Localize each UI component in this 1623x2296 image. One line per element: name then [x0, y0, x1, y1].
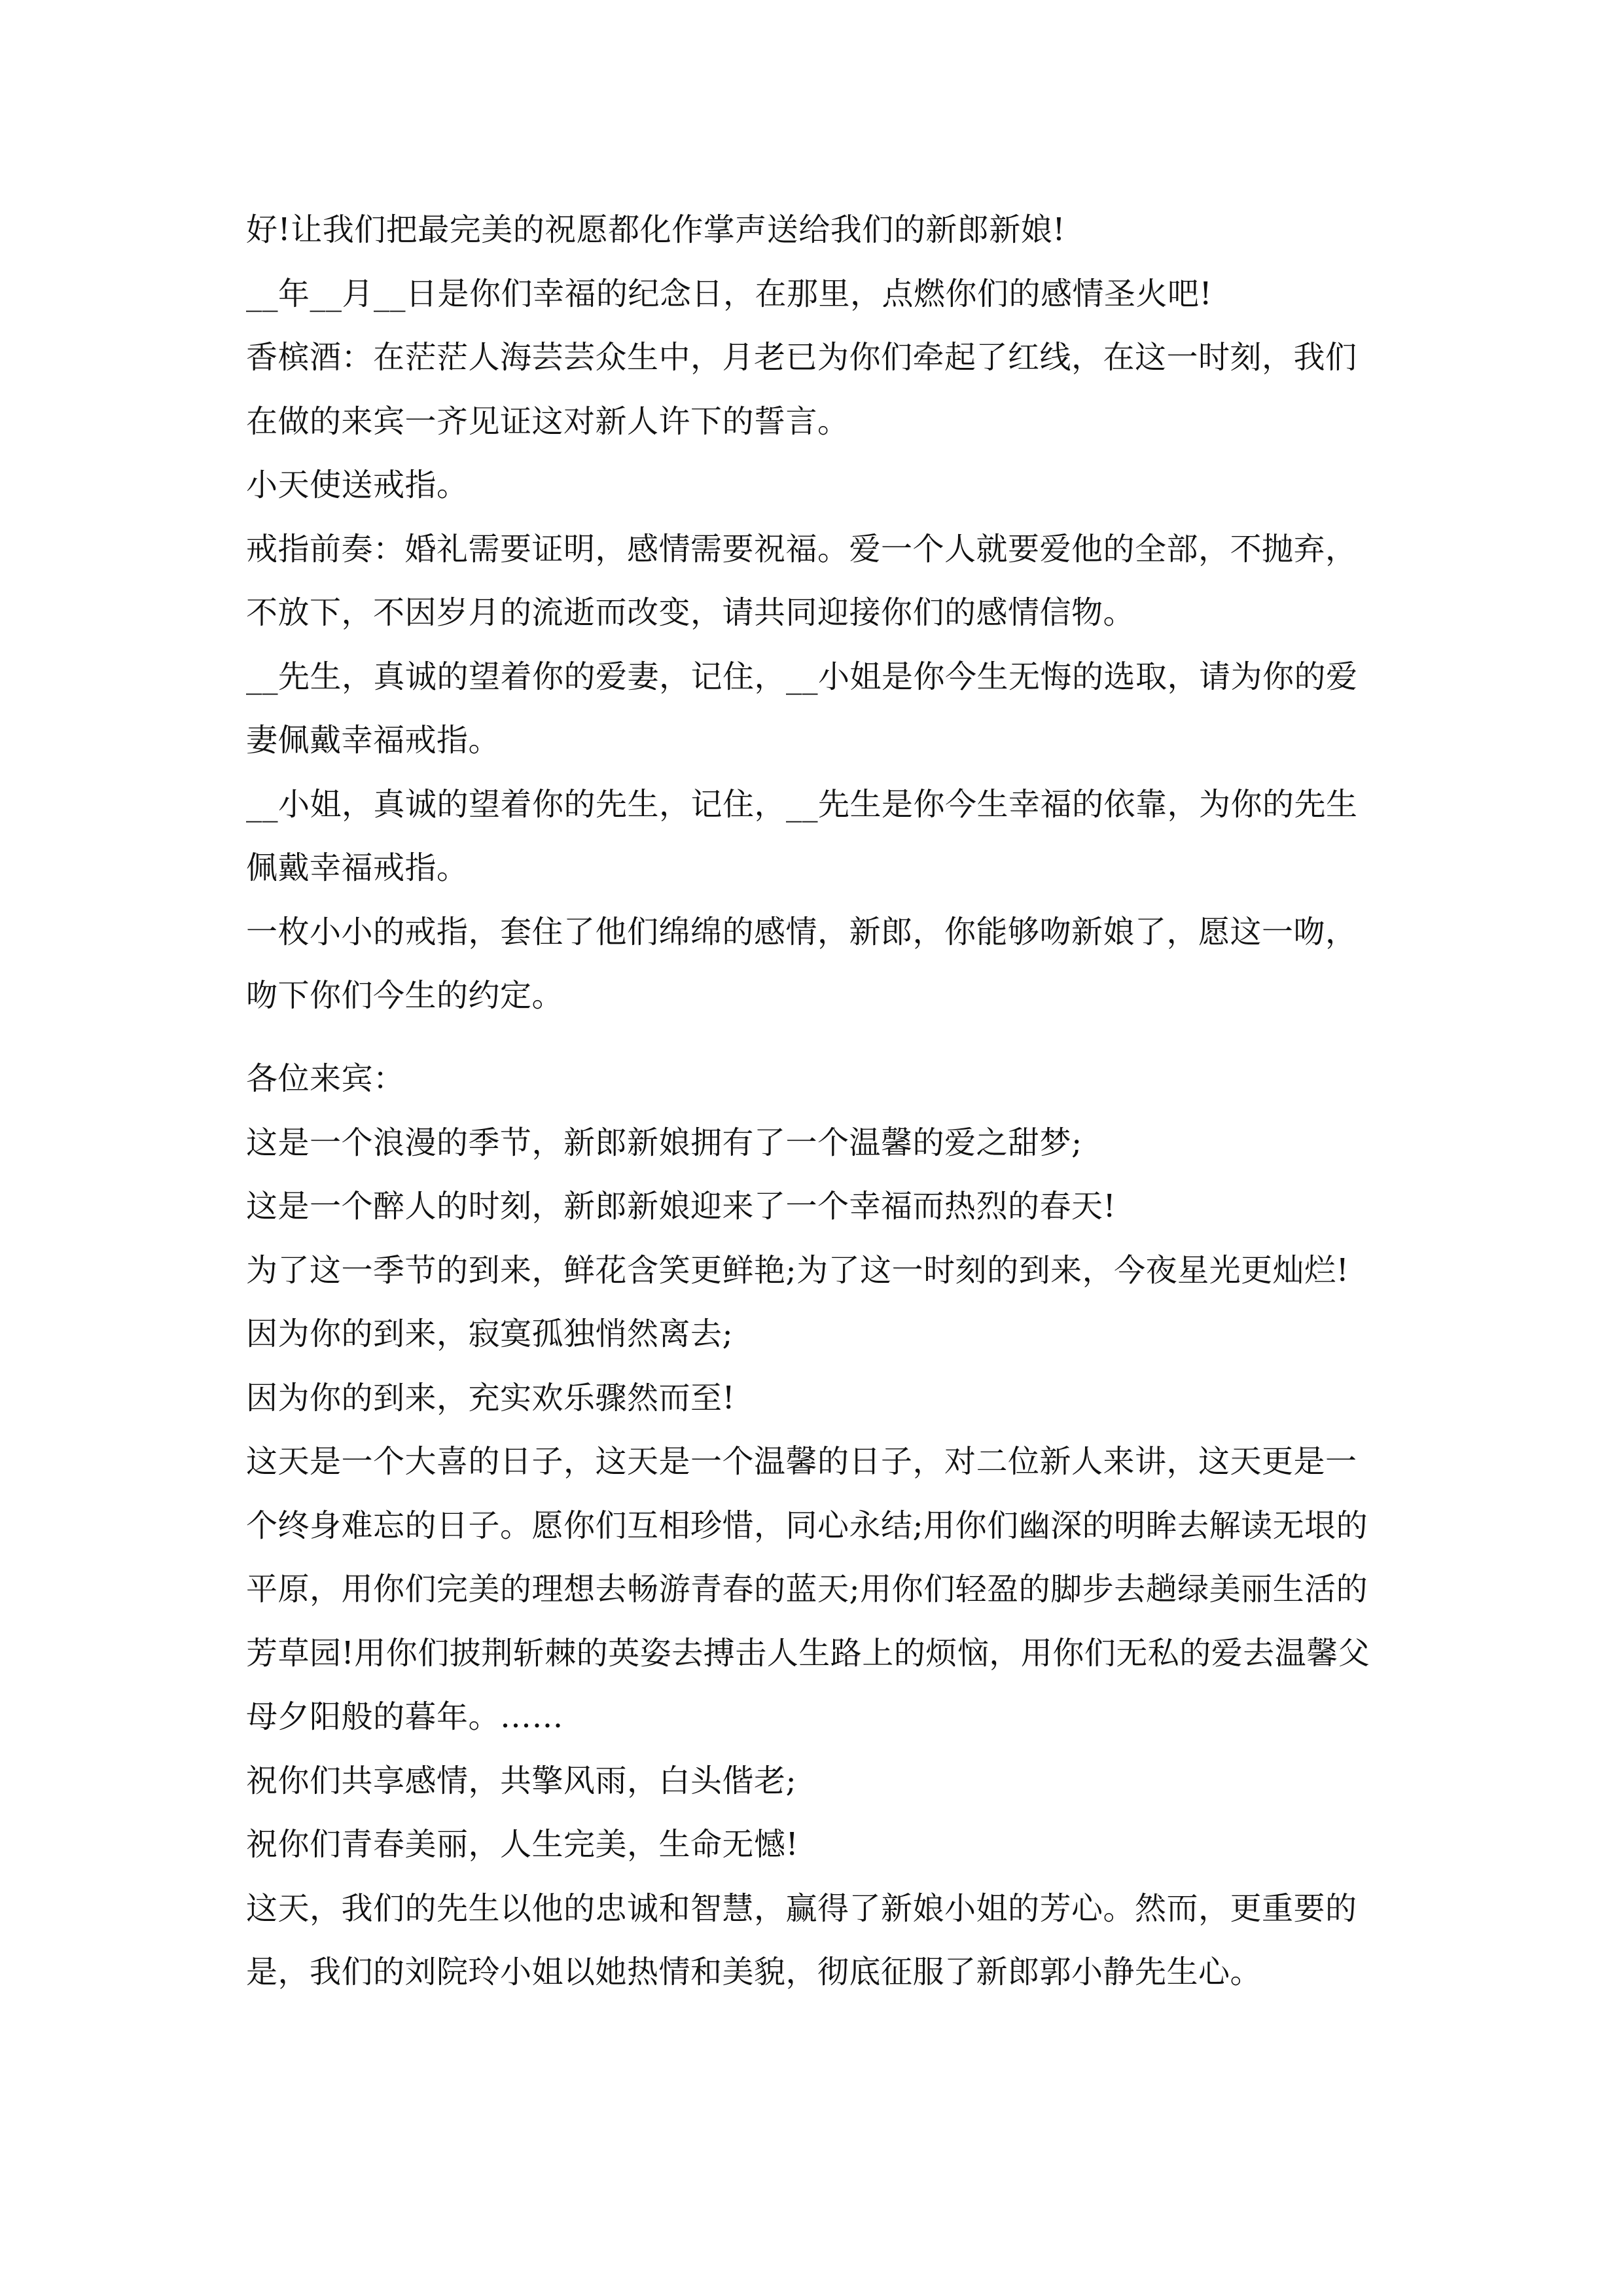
- paragraph: 一枚小小的戒指，套住了他们绵绵的感情，新郎，你能够吻新娘了，愿这一吻，吻下你们今生的约定。: [246, 913, 1357, 1014]
- paragraph: 这是一个浪漫的季节，新郎新娘拥有了一个温馨的爱之甜梦;: [246, 1124, 1082, 1161]
- paragraph: __年__月__日是你们幸福的纪念日，在那里，点燃你们的感情圣火吧!: [246, 275, 1213, 312]
- paragraph: 好!让我们把最完美的祝愿都化作掌声送给我们的新郎新娘!: [246, 211, 1066, 248]
- paragraph: 戒指前奏：婚礼需要证明，感情需要祝福。爱一个人就要爱他的全部，不抛弃，不放下，不因岁月的流逝而改变，请共同迎接你们的感情信物。: [246, 530, 1357, 631]
- paragraph: 因为你的到来，充实欢乐骤然而至!: [246, 1379, 736, 1416]
- paragraph: 祝你们青春美丽，人生完美，生命无憾!: [246, 1826, 799, 1863]
- paragraph: __先生，真诚的望着你的爱妻，记住，__小姐是你今生无悔的选取，请为你的爱妻佩戴幸福戒指。: [246, 658, 1358, 759]
- section-heading: 各位来宾：: [246, 1060, 405, 1097]
- paragraph: 因为你的到来，寂寞孤独悄然离去;: [246, 1316, 734, 1352]
- section-guest-address: [246, 1047, 1388, 2005]
- paragraph: 为了这一季节的到来，鲜花含笑更鲜艳;为了这一时刻的到来，今夜星光更灿烂!: [246, 1251, 1349, 1289]
- paragraph: 香槟酒：在茫茫人海芸芸众生中，月老已为你们牵起了红线，在这一时刻，我们在做的来宾一齐见证这对新人许下的誓言。: [246, 339, 1357, 440]
- paragraph: 这天，我们的先生以他的忠诚和智慧，赢得了新娘小姐的芳心。然而，更重要的是，我们的刘院玲小姐以她热情和美貌，彻底征服了新郎郭小静先生心。: [246, 1890, 1357, 1990]
- paragraph: 祝你们共享感情，共擎风雨，白头偕老;: [246, 1762, 797, 1799]
- paragraph: 这天是一个大喜的日子，这天是一个温馨的日子，对二位新人来讲，这天更是一个终身难忘的日子。愿你们互相珍惜，同心永结;用你们幽深的明眸去解读无垠的平原，用你们完美的理想去畅游青春的蓝天;用你们轻盈的脚步去趟绿美丽生活的芳草园!用你们披荆斩棘的英姿去搏击人生路上的烦恼，用你们无私的爱去温馨父母夕阳般的暮年。……: [246, 1443, 1370, 1735]
- paragraph: 小天使送戒指。: [246, 467, 469, 503]
- section-ring-ceremony: [246, 198, 1388, 1028]
- paragraph: 这是一个醉人的时刻，新郎新娘迎来了一个幸福而热烈的春天!: [246, 1188, 1116, 1225]
- paragraph: __小姐，真诚的望着你的先生，记住，__先生是你今生幸福的依靠，为你的先生佩戴幸福戒指。: [246, 785, 1358, 886]
